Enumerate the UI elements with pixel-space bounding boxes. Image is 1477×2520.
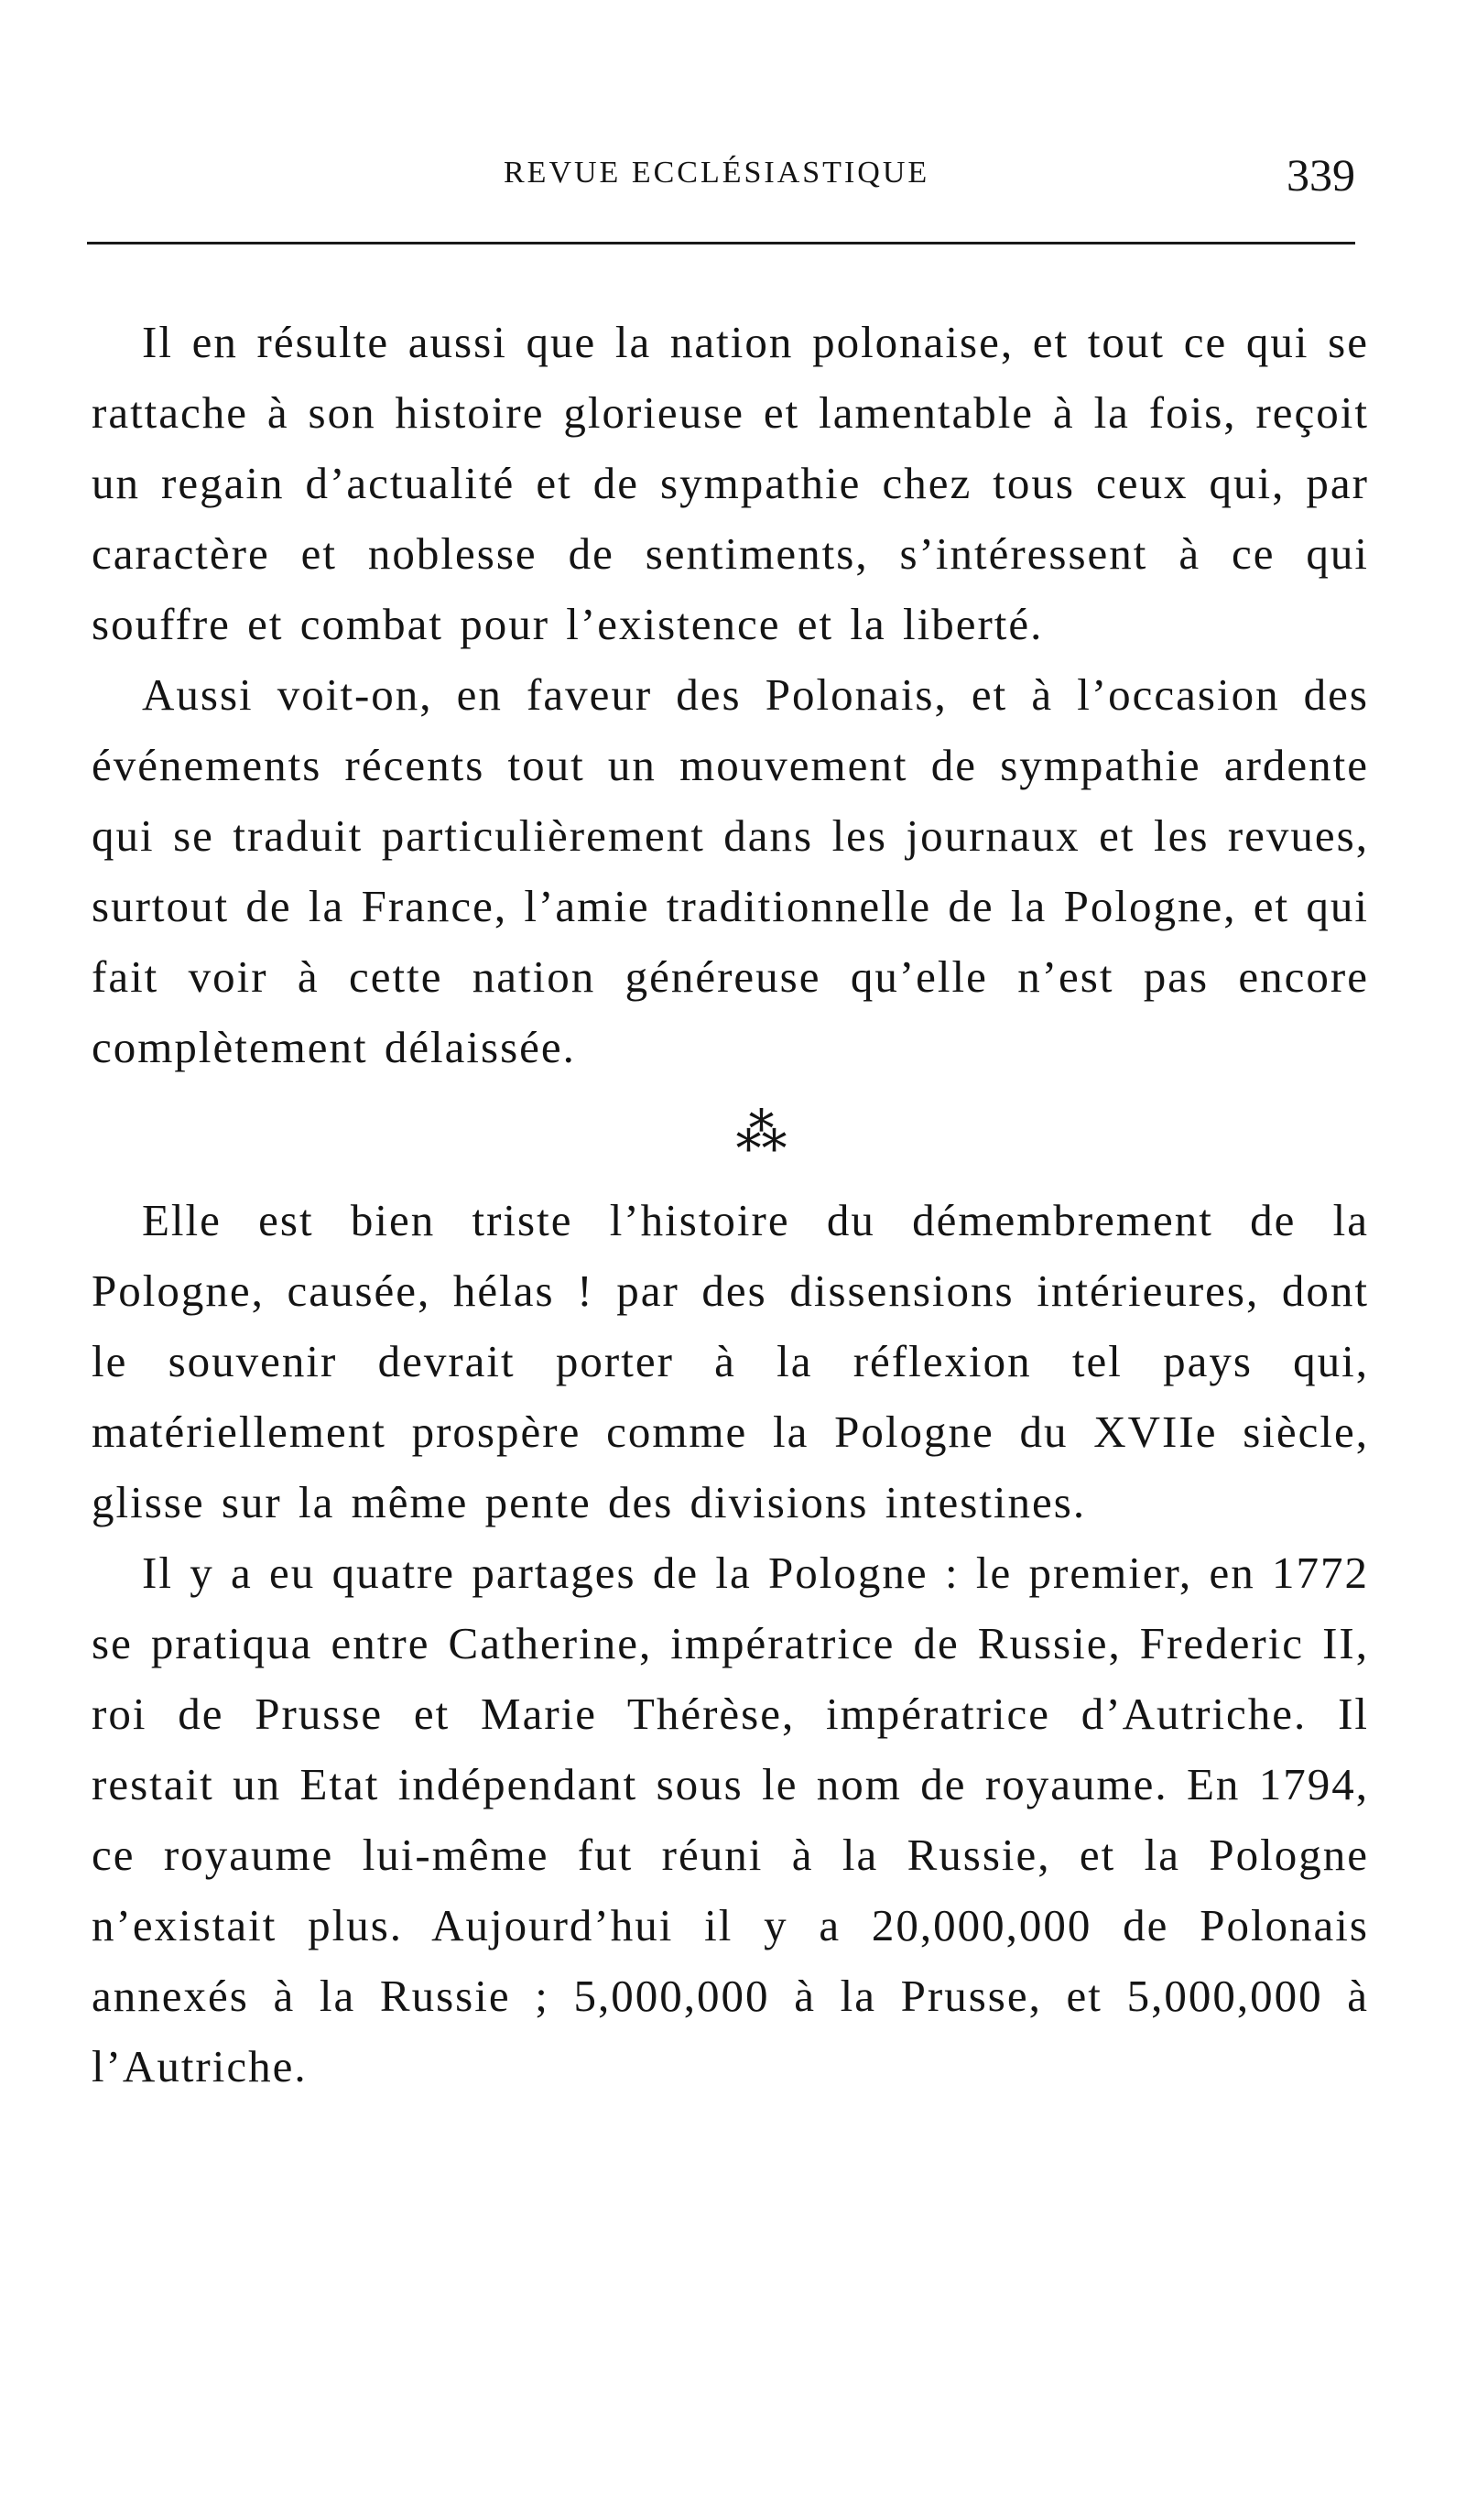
asterism-separator: ⁂ (735, 1105, 789, 1162)
running-head (92, 148, 1355, 203)
page-number: 339 (1287, 149, 1355, 201)
paragraph: Il y a eu quatre partages de la Pologne : le premier, en 1772 se pratiqua entre Catherine, impératrice de Russie, Frederic II, roi de Prusse et Marie Thérèse, impératrice d’Autriche. Il restait un Etat indépendant sous le nom de royaume. En 1794, ce royaume lui-même fut réuni à la Russie, et la Pologne n’existait plus. Aujourd’hui il y a 20,000,000 de Polonais annexés à la Russie ; 5,000,000 à la Prusse, et 5,000,000 à l’Autriche. (92, 1548, 1369, 2091)
paragraph: Aussi voit-on, en faveur des Polonais, et à l’occasion des événements récents tout un mouvement de sympathie ardente qui se traduit particulièrement dans les journaux et les revues, surtout de la France, l’amie traditionnelle de la Pologne, et qui fait voir à cette nation généreuse qu’elle n’est pas encore complètement délaissée. (92, 669, 1369, 1072)
header-rule (87, 242, 1355, 244)
paragraph: Il en résulte aussi que la nation polonaise, et tout ce qui se rattache à son histoire glorieuse et lamentable à la fois, reçoit un regain d’actualité et de sympathie chez tous ceux qui, par caractère et noblesse de sentiments, s’intéressent à ce qui souffre et combat pour l’existence et la liberté. (92, 317, 1369, 649)
body-text (92, 307, 1369, 2102)
running-title: REVUE ECCLÉSIASTIQUE (504, 156, 930, 190)
paragraph: Elle est bien triste l’histoire du démembrement de la Pologne, causée, hélas ! par des dissensions intérieures, dont le souvenir devrait porter à la réflexion tel pays qui, matériellement prospère comme la Pologne du XVIIe siècle, glisse sur la même pente des divisions intestines. (92, 1195, 1369, 1527)
